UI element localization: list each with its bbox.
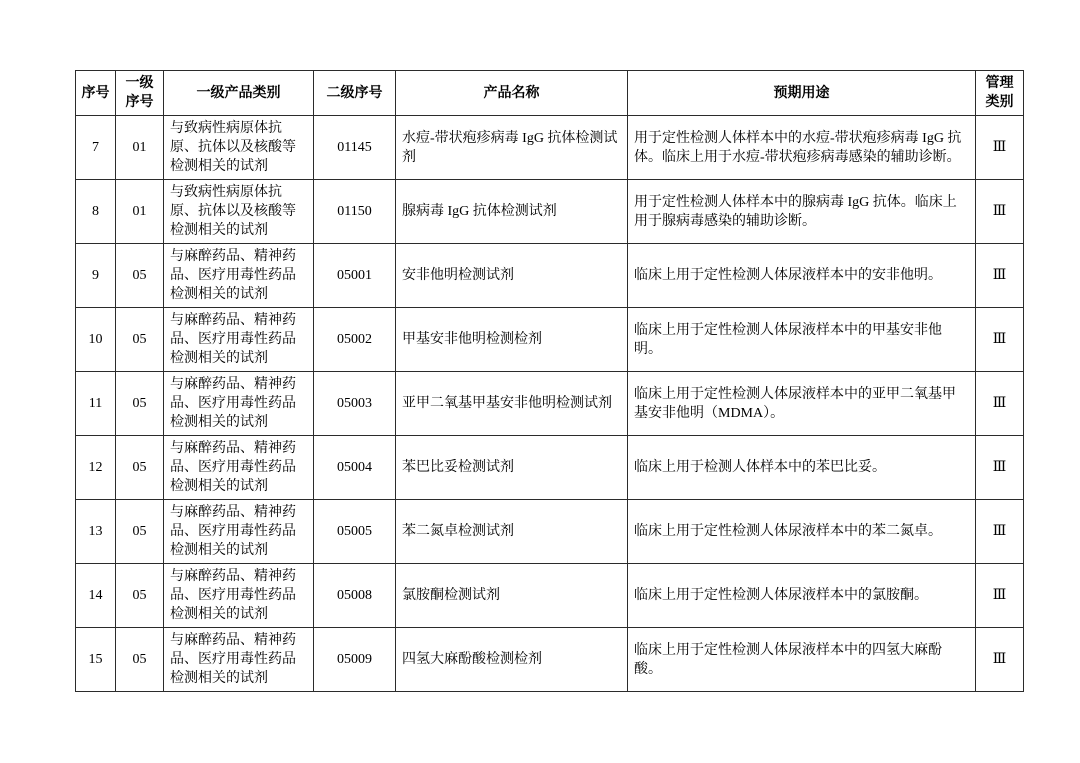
- cell-mgmt_class: Ⅲ: [976, 436, 1024, 500]
- cell-category: 与麻醉药品、精神药品、医疗用毒性药品检测相关的试剂: [164, 628, 314, 692]
- cell-level2_no: 05001: [314, 244, 396, 308]
- cell-level2_no: 05004: [314, 436, 396, 500]
- product-classification-table: [75, 70, 1024, 692]
- table-row: [76, 244, 1024, 308]
- table-row: [76, 116, 1024, 180]
- cell-no: 14: [76, 564, 116, 628]
- cell-intended_use: 临床上用于定性检测人体尿液样本中的苯二氮卓。: [628, 500, 976, 564]
- table-row: [76, 628, 1024, 692]
- cell-no: 10: [76, 308, 116, 372]
- cell-level2_no: 05009: [314, 628, 396, 692]
- cell-no: 11: [76, 372, 116, 436]
- cell-level2_no: 05002: [314, 308, 396, 372]
- cell-product_name: 腺病毒 IgG 抗体检测试剂: [396, 180, 628, 244]
- cell-product_name: 水痘-带状疱疹病毒 IgG 抗体检测试剂: [396, 116, 628, 180]
- column-header-no: 序号: [76, 71, 116, 116]
- cell-mgmt_class: Ⅲ: [976, 116, 1024, 180]
- cell-product_name: 甲基安非他明检测检剂: [396, 308, 628, 372]
- table-row: [76, 436, 1024, 500]
- cell-mgmt_class: Ⅲ: [976, 500, 1024, 564]
- cell-product_name: 安非他明检测试剂: [396, 244, 628, 308]
- cell-level1_no: 01: [116, 116, 164, 180]
- cell-category: 与麻醉药品、精神药品、医疗用毒性药品检测相关的试剂: [164, 564, 314, 628]
- cell-no: 9: [76, 244, 116, 308]
- cell-no: 7: [76, 116, 116, 180]
- table-row: [76, 372, 1024, 436]
- cell-mgmt_class: Ⅲ: [976, 372, 1024, 436]
- cell-no: 13: [76, 500, 116, 564]
- cell-intended_use: 临床上用于检测人体样本中的苯巴比妥。: [628, 436, 976, 500]
- column-header-level1_no: 一级序号: [116, 71, 164, 116]
- cell-level1_no: 01: [116, 180, 164, 244]
- cell-level2_no: 05008: [314, 564, 396, 628]
- cell-category: 与麻醉药品、精神药品、医疗用毒性药品检测相关的试剂: [164, 244, 314, 308]
- cell-mgmt_class: Ⅲ: [976, 244, 1024, 308]
- cell-level1_no: 05: [116, 628, 164, 692]
- cell-category: 与麻醉药品、精神药品、医疗用毒性药品检测相关的试剂: [164, 436, 314, 500]
- cell-level1_no: 05: [116, 436, 164, 500]
- cell-category: 与致病性病原体抗原、抗体以及核酸等检测相关的试剂: [164, 116, 314, 180]
- table-body: [76, 116, 1024, 692]
- cell-intended_use: 用于定性检测人体样本中的水痘-带状疱疹病毒 IgG 抗体。临床上用于水痘-带状疱疹病毒感染的辅助诊断。: [628, 116, 976, 180]
- cell-no: 8: [76, 180, 116, 244]
- cell-category: 与麻醉药品、精神药品、医疗用毒性药品检测相关的试剂: [164, 372, 314, 436]
- table-row: [76, 180, 1024, 244]
- cell-level1_no: 05: [116, 308, 164, 372]
- cell-level2_no: 05005: [314, 500, 396, 564]
- cell-product_name: 亚甲二氧基甲基安非他明检测试剂: [396, 372, 628, 436]
- cell-mgmt_class: Ⅲ: [976, 308, 1024, 372]
- cell-category: 与麻醉药品、精神药品、医疗用毒性药品检测相关的试剂: [164, 500, 314, 564]
- cell-level2_no: 05003: [314, 372, 396, 436]
- cell-level1_no: 05: [116, 500, 164, 564]
- cell-intended_use: 临床上用于定性检测人体尿液样本中的甲基安非他明。: [628, 308, 976, 372]
- table-row: [76, 308, 1024, 372]
- table-header: [76, 71, 1024, 116]
- column-header-level2_no: 二级序号: [314, 71, 396, 116]
- cell-level2_no: 01145: [314, 116, 396, 180]
- cell-level1_no: 05: [116, 244, 164, 308]
- cell-no: 15: [76, 628, 116, 692]
- cell-intended_use: 临床上用于定性检测人体尿液样本中的亚甲二氧基甲基安非他明（MDMA）。: [628, 372, 976, 436]
- cell-product_name: 氯胺酮检测试剂: [396, 564, 628, 628]
- cell-intended_use: 用于定性检测人体样本中的腺病毒 IgG 抗体。临床上用于腺病毒感染的辅助诊断。: [628, 180, 976, 244]
- cell-intended_use: 临床上用于定性检测人体尿液样本中的氯胺酮。: [628, 564, 976, 628]
- cell-product_name: 苯巴比妥检测试剂: [396, 436, 628, 500]
- cell-mgmt_class: Ⅲ: [976, 564, 1024, 628]
- cell-level2_no: 01150: [314, 180, 396, 244]
- cell-intended_use: 临床上用于定性检测人体尿液样本中的四氢大麻酚酸。: [628, 628, 976, 692]
- cell-mgmt_class: Ⅲ: [976, 628, 1024, 692]
- table-row: [76, 500, 1024, 564]
- cell-mgmt_class: Ⅲ: [976, 180, 1024, 244]
- column-header-category: 一级产品类别: [164, 71, 314, 116]
- column-header-intended_use: 预期用途: [628, 71, 976, 116]
- cell-no: 12: [76, 436, 116, 500]
- cell-level1_no: 05: [116, 564, 164, 628]
- cell-level1_no: 05: [116, 372, 164, 436]
- table-row: [76, 564, 1024, 628]
- cell-intended_use: 临床上用于定性检测人体尿液样本中的安非他明。: [628, 244, 976, 308]
- cell-category: 与麻醉药品、精神药品、医疗用毒性药品检测相关的试剂: [164, 308, 314, 372]
- cell-product_name: 苯二氮卓检测试剂: [396, 500, 628, 564]
- column-header-product_name: 产品名称: [396, 71, 628, 116]
- cell-product_name: 四氢大麻酚酸检测检剂: [396, 628, 628, 692]
- cell-category: 与致病性病原体抗原、抗体以及核酸等检测相关的试剂: [164, 180, 314, 244]
- column-header-mgmt_class: 管理类别: [976, 71, 1024, 116]
- header-row: [76, 71, 1024, 116]
